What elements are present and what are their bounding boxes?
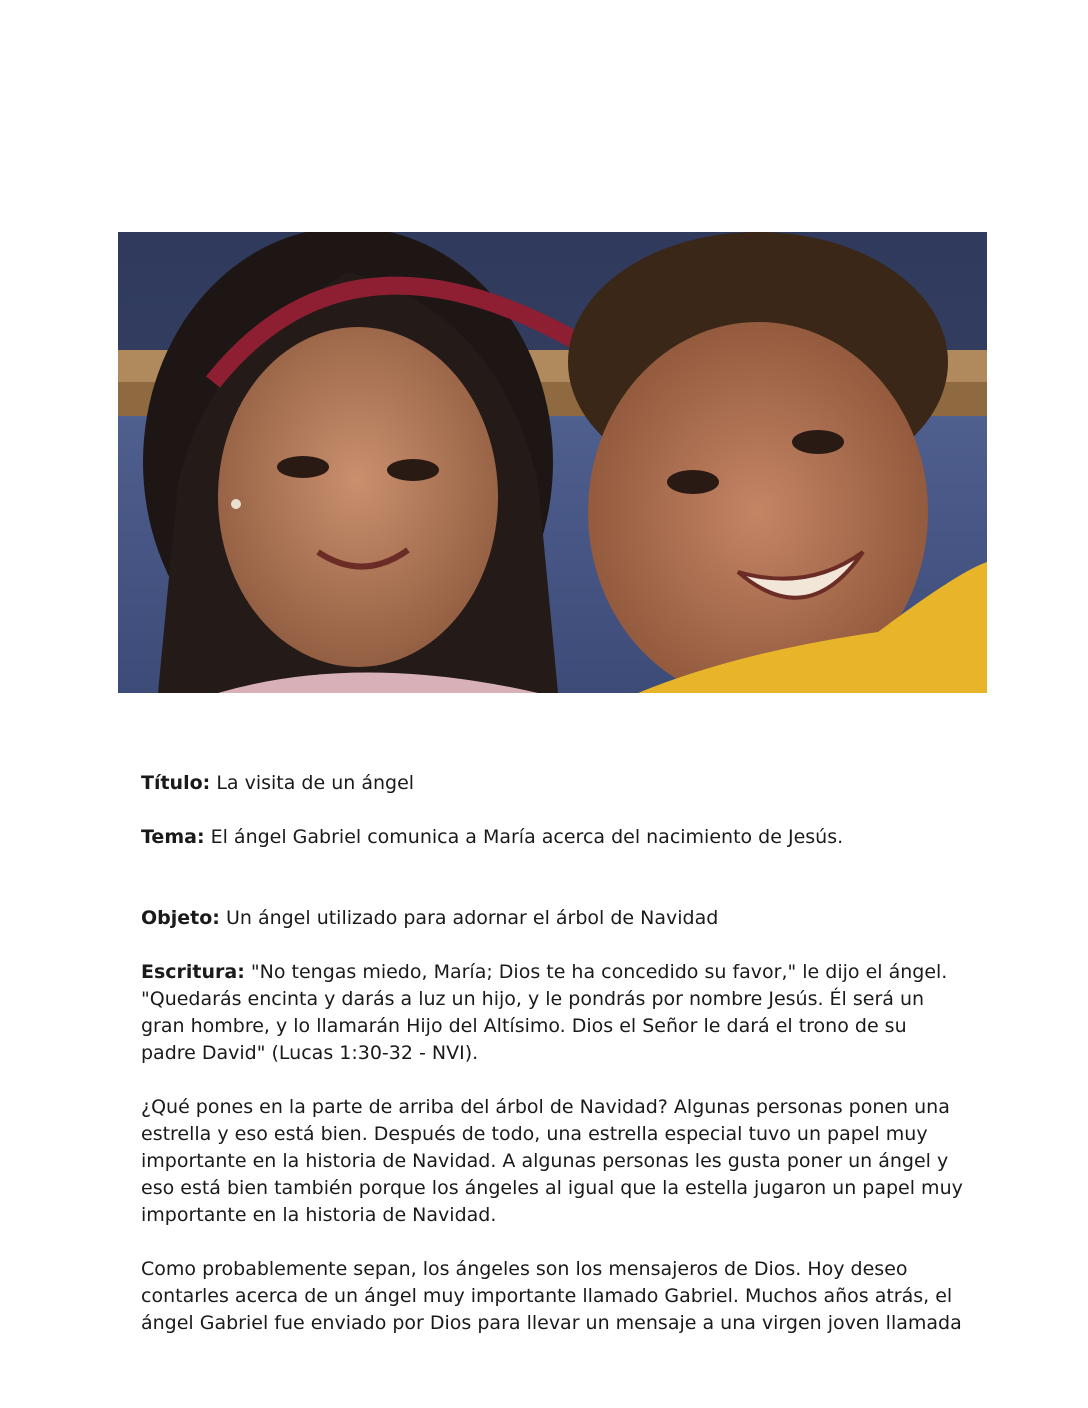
paragraph-line: contarles acerca de un ángel muy importante llamado Gabriel. Muchos años atrás, el: [141, 1285, 953, 1307]
scripture-line: "No tengas miedo, María; Dios te ha concedido su favor," le dijo el ángel.: [250, 961, 948, 983]
scripture-line: padre David" (Lucas 1:30-32 - NVI).: [141, 1042, 479, 1064]
field-objeto: Objeto: Un ángel utilizado para adornar el árbol de Navidad: [141, 907, 719, 929]
field-value: La visita de un ángel: [216, 772, 415, 794]
paragraph-angeles: [141, 1256, 971, 1337]
field-tema: Tema: El ángel Gabriel comunica a María acerca del nacimiento de Jesús.: [141, 826, 844, 848]
field-label: Título: [141, 772, 203, 794]
document-body: [141, 770, 971, 1337]
field-label: Tema: [141, 826, 197, 848]
scripture-line: "Quedarás encinta y darás a luz un hijo, y le pondrás por nombre Jesús. Él será un: [141, 988, 925, 1010]
field-value: El ángel Gabriel comunica a María acerca del nacimiento de Jesús.: [210, 826, 844, 848]
field-titulo: Título: La visita de un ángel: [141, 772, 415, 794]
paragraph-line: importante en la historia de Navidad. A algunas personas les gusta poner un ángel y: [141, 1150, 949, 1172]
paragraph-line: Como probablemente sepan, los ángeles son los mensajeros de Dios. Hoy deseo: [141, 1258, 908, 1280]
scripture-line: gran hombre, y lo llamarán Hijo del Altísimo. Dios el Señor le dará el trono de su: [141, 1015, 907, 1037]
paragraph-line: eso está bien también porque los ángeles al igual que la estella jugaron un papel muy: [141, 1177, 963, 1199]
header-photo: [118, 232, 987, 693]
paragraph-arbol: [141, 1094, 971, 1229]
paragraph-line: ¿Qué pones en la parte de arriba del árbol de Navidad? Algunas personas ponen una: [141, 1096, 950, 1118]
paragraph-line: importante en la historia de Navidad.: [141, 1204, 497, 1226]
paragraph-line: ángel Gabriel fue enviado por Dios para llevar un mensaje a una virgen joven llamada: [141, 1312, 962, 1334]
field-label: Escritura: [141, 961, 238, 983]
field-escritura: Escritura: "No tengas miedo, María; Dios te ha concedido su favor," le dijo el ángel. "Quedarás encinta y darás a luz un hijo, y le pondrás por nombre Jesús. Él será un gran hombre, y lo llamarán Hijo del Altísimo. Dios el Señor le dará el trono de su padre David" (Lucas 1:30-32 - NVI).: [141, 959, 971, 1067]
photo-two-children-smiling-icon: [118, 232, 987, 693]
paragraph-line: estrella y eso está bien. Después de todo, una estrella especial tuvo un papel muy: [141, 1123, 928, 1145]
field-label: Objeto: [141, 907, 213, 929]
field-value: Un ángel utilizado para adornar el árbol de Navidad: [225, 907, 719, 929]
